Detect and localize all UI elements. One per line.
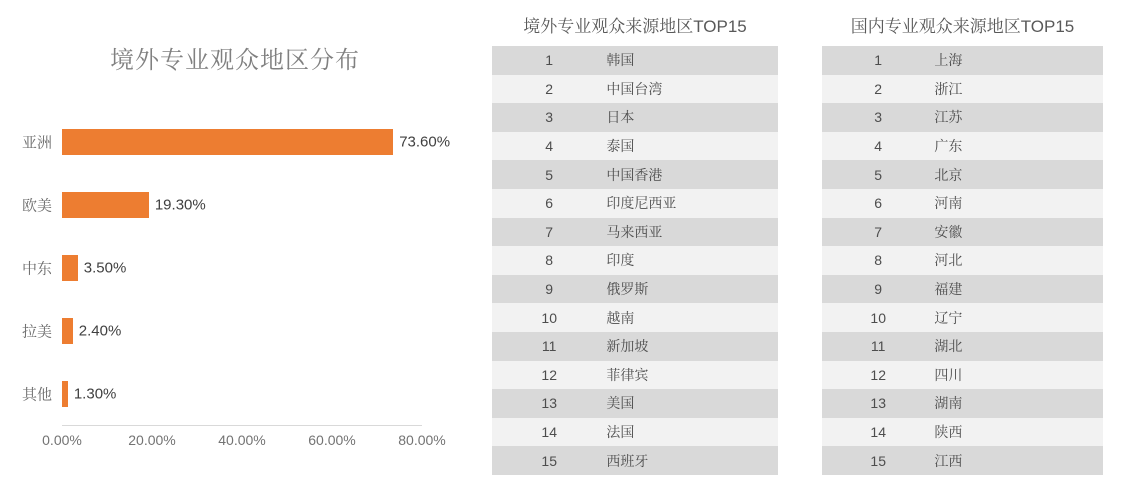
table-cell-region: 北京 xyxy=(934,166,963,183)
chart-bar-value-label: 3.50% xyxy=(83,259,127,276)
table-cell-rank: 6 xyxy=(874,195,883,212)
table-cell-rank: 1 xyxy=(874,52,883,69)
table-cell-rank: 10 xyxy=(870,309,886,326)
table-row xyxy=(822,46,1103,75)
table-cell-region: 中国台湾 xyxy=(606,80,663,97)
table-cell-region: 河南 xyxy=(934,195,963,212)
table-cell-rank: 12 xyxy=(541,366,557,383)
table-cell-region: 印度 xyxy=(606,252,635,269)
table-cell-rank: 12 xyxy=(870,366,886,383)
table-cell-region: 美国 xyxy=(606,395,635,412)
table-cell-rank: 5 xyxy=(545,166,554,183)
table-row xyxy=(492,446,778,475)
table-row xyxy=(822,446,1103,475)
table-row xyxy=(492,75,778,104)
table-cell-rank: 11 xyxy=(541,338,557,355)
chart-bar xyxy=(62,318,73,344)
table-cell-region: 安徽 xyxy=(934,223,963,240)
chart-bar-value-label: 1.30% xyxy=(73,385,117,402)
table-cell-rank: 9 xyxy=(545,281,554,298)
table-row xyxy=(492,303,778,332)
table-cell-region: 湖北 xyxy=(934,338,963,355)
table-cell-region: 马来西亚 xyxy=(606,223,663,240)
table-row xyxy=(822,275,1103,304)
table-row xyxy=(822,132,1103,161)
chart-title: 境外专业观众地区分布 xyxy=(110,47,360,74)
table-body xyxy=(492,46,778,475)
table-cell-rank: 2 xyxy=(874,80,883,97)
table-row xyxy=(822,361,1103,390)
table-cell-region: 菲律宾 xyxy=(606,366,649,383)
table-cell-region: 河北 xyxy=(934,252,963,269)
table-cell-region: 西班牙 xyxy=(606,452,649,469)
table-cell-rank: 6 xyxy=(545,195,554,212)
chart-bar-wrapper xyxy=(62,318,422,344)
chart-bar-row xyxy=(21,362,422,425)
chart-bar-wrapper xyxy=(62,381,422,407)
table-cell-region: 日本 xyxy=(606,109,635,126)
chart-bar-row xyxy=(21,236,422,299)
table-cell-region: 俄罗斯 xyxy=(606,281,649,298)
chart-bar-wrapper xyxy=(62,129,451,155)
table-cell-rank: 3 xyxy=(545,109,554,126)
chart-bar xyxy=(62,129,393,155)
chart-bar xyxy=(62,255,78,281)
table-cell-rank: 15 xyxy=(870,452,886,469)
domestic-top15-table xyxy=(800,0,1125,500)
table-cell-region: 湖南 xyxy=(934,395,963,412)
table-row xyxy=(822,160,1103,189)
table-cell-rank: 15 xyxy=(541,452,557,469)
table-cell-rank: 7 xyxy=(545,223,554,240)
table-cell-region: 越南 xyxy=(606,309,635,326)
table-cell-rank: 5 xyxy=(874,166,883,183)
table-cell-rank: 7 xyxy=(874,223,883,240)
table-cell-rank: 4 xyxy=(545,138,554,155)
x-tick-label: 40.00% xyxy=(218,432,266,448)
table-title: 境外专业观众来源地区TOP15 xyxy=(523,17,747,36)
chart-bar-value-label: 19.30% xyxy=(154,196,206,213)
table-row xyxy=(492,189,778,218)
chart-bar-row xyxy=(21,173,422,236)
chart-category-label: 亚洲 xyxy=(21,134,52,151)
table-cell-region: 辽宁 xyxy=(934,309,963,326)
table-cell-rank: 14 xyxy=(870,424,886,441)
x-tick-label: 60.00% xyxy=(308,432,356,448)
table-cell-rank: 1 xyxy=(545,52,554,69)
x-axis-line xyxy=(62,425,422,426)
table-body xyxy=(822,46,1103,475)
chart-category-label: 拉美 xyxy=(21,323,52,340)
x-axis-ticks xyxy=(42,432,446,458)
table-cell-rank: 14 xyxy=(541,424,557,441)
table-row xyxy=(492,246,778,275)
table-row xyxy=(492,332,778,361)
chart-bar xyxy=(62,192,149,218)
table-cell-rank: 13 xyxy=(870,395,886,412)
x-tick-label: 80.00% xyxy=(398,432,446,448)
table-cell-rank: 4 xyxy=(874,138,883,155)
table-row xyxy=(492,218,778,247)
overseas-top15-table xyxy=(470,0,800,500)
table-cell-region: 福建 xyxy=(934,281,963,298)
chart-bar-value-label: 73.60% xyxy=(399,133,451,150)
table-row xyxy=(822,218,1103,247)
table-row xyxy=(492,46,778,75)
table-cell-rank: 3 xyxy=(874,109,883,126)
table-cell-rank: 9 xyxy=(874,281,883,298)
table-row xyxy=(822,75,1103,104)
table-cell-region: 法国 xyxy=(606,424,635,441)
table-cell-region: 韩国 xyxy=(606,52,635,69)
x-tick-label: 0.00% xyxy=(42,432,82,448)
chart-plot-area xyxy=(21,110,451,425)
table-title: 国内专业观众来源地区TOP15 xyxy=(850,17,1075,36)
chart-bar-wrapper xyxy=(62,255,422,281)
table-cell-region: 陕西 xyxy=(934,424,963,441)
chart-category-label: 中东 xyxy=(21,260,52,277)
table-row xyxy=(822,389,1103,418)
table-cell-region: 上海 xyxy=(934,52,963,69)
chart-category-label: 其他 xyxy=(21,386,52,403)
table-row xyxy=(492,389,778,418)
table-cell-rank: 8 xyxy=(874,252,883,269)
table-cell-region: 中国香港 xyxy=(606,166,663,183)
region-distribution-chart xyxy=(0,0,470,500)
chart-category-label: 欧美 xyxy=(21,197,52,214)
table-cell-rank: 2 xyxy=(545,80,554,97)
table-cell-rank: 11 xyxy=(870,338,886,355)
x-tick-label: 20.00% xyxy=(128,432,176,448)
chart-bar-value-label: 2.40% xyxy=(78,322,122,339)
table-row xyxy=(492,275,778,304)
table-row xyxy=(492,418,778,447)
table-cell-rank: 10 xyxy=(541,309,557,326)
table-row xyxy=(822,303,1103,332)
table-cell-region: 广东 xyxy=(934,138,963,155)
table-row xyxy=(492,361,778,390)
chart-bar-wrapper xyxy=(62,192,422,218)
table-row xyxy=(822,189,1103,218)
chart-bar-row xyxy=(21,110,451,173)
table-cell-region: 江苏 xyxy=(934,109,963,126)
table-row xyxy=(492,132,778,161)
table-row xyxy=(822,103,1103,132)
table-cell-rank: 13 xyxy=(541,395,557,412)
table-cell-region: 四川 xyxy=(934,366,963,383)
table-row xyxy=(822,332,1103,361)
table-cell-region: 泰国 xyxy=(606,138,635,155)
table-cell-region: 印度尼西亚 xyxy=(606,195,677,212)
table-row xyxy=(492,103,778,132)
table-row xyxy=(822,418,1103,447)
table-cell-rank: 8 xyxy=(545,252,554,269)
table-cell-region: 新加坡 xyxy=(606,338,649,355)
table-row xyxy=(822,246,1103,275)
table-cell-region: 浙江 xyxy=(934,80,963,97)
chart-bar-row xyxy=(21,299,422,362)
table-cell-region: 江西 xyxy=(934,452,963,469)
table-row xyxy=(492,160,778,189)
